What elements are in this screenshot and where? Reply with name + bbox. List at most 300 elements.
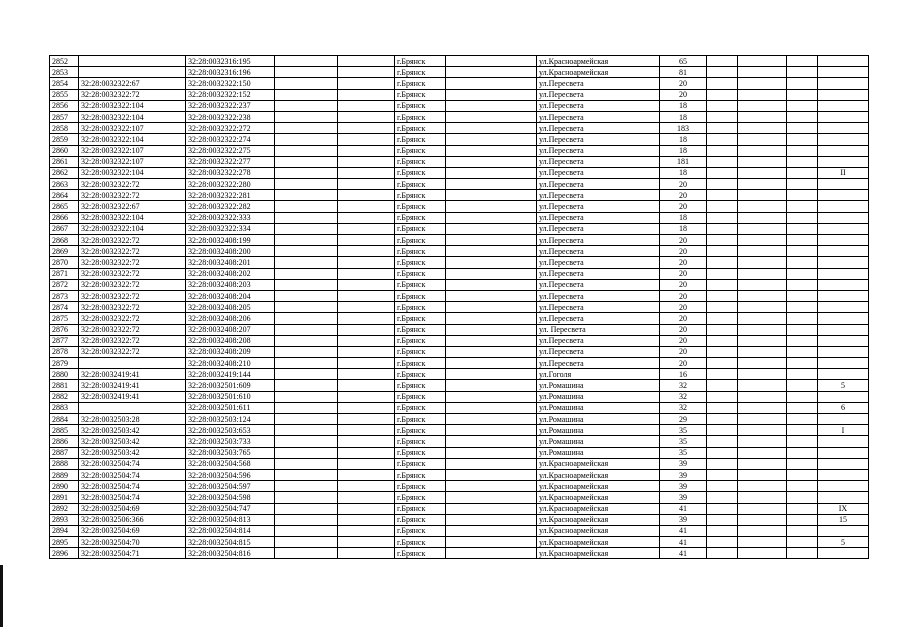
empty-cell	[338, 391, 395, 402]
empty-cell	[275, 145, 338, 156]
empty-cell	[787, 167, 818, 178]
table-row	[50, 481, 869, 492]
parent-cadastral-cell: 32:28:0032504:74	[79, 458, 186, 469]
table-row	[50, 548, 869, 559]
cadastral-number-cell: 32:28:0032322:272	[186, 123, 275, 134]
empty-cell	[275, 212, 338, 223]
row-number-cell: 2891	[50, 492, 79, 503]
empty-cell	[446, 425, 537, 436]
house-number-cell: 20	[660, 335, 707, 346]
empty-cell	[446, 380, 537, 391]
apartment-cell	[818, 156, 869, 167]
table-row	[50, 100, 869, 111]
empty-cell	[275, 123, 338, 134]
street-cell: ул.Пересвета	[537, 78, 660, 89]
empty-cell	[787, 89, 818, 100]
row-number-cell: 2887	[50, 447, 79, 458]
cadastral-number-cell: 32:28:0032501:611	[186, 402, 275, 413]
empty-cell	[446, 346, 537, 357]
street-cell: ул.Пересвета	[537, 279, 660, 290]
city-cell: г.Брянск	[395, 525, 446, 536]
empty-cell	[446, 514, 537, 525]
empty-cell	[738, 257, 787, 268]
cadastral-number-cell: 32:28:0032408:200	[186, 246, 275, 257]
empty-cell	[338, 223, 395, 234]
empty-cell	[338, 358, 395, 369]
table-row	[50, 145, 869, 156]
house-number-cell: 18	[660, 134, 707, 145]
empty-cell	[446, 436, 537, 447]
apartment-cell	[818, 525, 869, 536]
empty-cell	[338, 346, 395, 357]
street-cell: ул.Пересвета	[537, 111, 660, 122]
empty-cell	[738, 335, 787, 346]
row-number-cell: 2889	[50, 469, 79, 480]
empty-cell	[707, 156, 738, 167]
cadastral-number-cell: 32:28:0032504:814	[186, 525, 275, 536]
empty-cell	[275, 369, 338, 380]
table-row	[50, 537, 869, 548]
apartment-cell	[818, 257, 869, 268]
cadastral-number-cell: 32:28:0032504:568	[186, 458, 275, 469]
house-number-cell: 20	[660, 358, 707, 369]
parent-cadastral-cell: 32:28:0032322:72	[79, 89, 186, 100]
parent-cadastral-cell: 32:28:0032503:42	[79, 436, 186, 447]
parent-cadastral-cell: 32:28:0032322:67	[79, 201, 186, 212]
cadastral-number-cell: 32:28:0032322:274	[186, 134, 275, 145]
table-row	[50, 313, 869, 324]
row-number-cell: 2858	[50, 123, 79, 134]
empty-cell	[787, 279, 818, 290]
house-number-cell: 35	[660, 447, 707, 458]
city-cell: г.Брянск	[395, 89, 446, 100]
empty-cell	[787, 481, 818, 492]
row-number-cell: 2880	[50, 369, 79, 380]
empty-cell	[738, 447, 787, 458]
cadastral-number-cell: 32:28:0032322:237	[186, 100, 275, 111]
house-number-cell: 20	[660, 257, 707, 268]
empty-cell	[738, 156, 787, 167]
empty-cell	[787, 145, 818, 156]
row-number-cell: 2865	[50, 201, 79, 212]
empty-cell	[707, 436, 738, 447]
empty-cell	[787, 134, 818, 145]
empty-cell	[338, 525, 395, 536]
cadastral-number-cell: 32:28:0032316:195	[186, 56, 275, 67]
house-number-cell: 20	[660, 324, 707, 335]
table-row	[50, 358, 869, 369]
empty-cell	[338, 111, 395, 122]
parent-cadastral-cell: 32:28:0032322:72	[79, 190, 186, 201]
table-row	[50, 369, 869, 380]
empty-cell	[738, 190, 787, 201]
empty-cell	[787, 425, 818, 436]
empty-cell	[446, 548, 537, 559]
apartment-cell	[818, 447, 869, 458]
empty-cell	[787, 179, 818, 190]
cadastral-number-cell: 32:28:0032503:765	[186, 447, 275, 458]
empty-cell	[707, 111, 738, 122]
empty-cell	[446, 458, 537, 469]
empty-cell	[446, 414, 537, 425]
empty-cell	[738, 67, 787, 78]
empty-cell	[707, 548, 738, 559]
empty-cell	[275, 469, 338, 480]
apartment-cell: 5	[818, 537, 869, 548]
empty-cell	[707, 391, 738, 402]
empty-cell	[707, 145, 738, 156]
parent-cadastral-cell: 32:28:0032322:104	[79, 212, 186, 223]
empty-cell	[787, 246, 818, 257]
empty-cell	[275, 313, 338, 324]
empty-cell	[338, 537, 395, 548]
empty-cell	[738, 402, 787, 413]
apartment-cell	[818, 290, 869, 301]
empty-cell	[446, 246, 537, 257]
cadastral-number-cell: 32:28:0032322:152	[186, 89, 275, 100]
parent-cadastral-cell: 32:28:0032503:28	[79, 414, 186, 425]
row-number-cell: 2884	[50, 414, 79, 425]
parent-cadastral-cell: 32:28:0032419:41	[79, 380, 186, 391]
city-cell: г.Брянск	[395, 223, 446, 234]
empty-cell	[446, 279, 537, 290]
street-cell: ул. Пересвета	[537, 324, 660, 335]
parent-cadastral-cell: 32:28:0032504:74	[79, 481, 186, 492]
empty-cell	[787, 346, 818, 357]
row-number-cell: 2875	[50, 313, 79, 324]
apartment-cell: 5	[818, 380, 869, 391]
cadastral-number-cell: 32:28:0032322:278	[186, 167, 275, 178]
empty-cell	[446, 503, 537, 514]
cadastral-number-cell: 32:28:0032408:208	[186, 335, 275, 346]
empty-cell	[738, 324, 787, 335]
empty-cell	[275, 402, 338, 413]
row-number-cell: 2869	[50, 246, 79, 257]
row-number-cell: 2860	[50, 145, 79, 156]
empty-cell	[787, 548, 818, 559]
parent-cadastral-cell: 32:28:0032322:72	[79, 302, 186, 313]
row-number-cell: 2885	[50, 425, 79, 436]
parent-cadastral-cell: 32:28:0032504:70	[79, 537, 186, 548]
empty-cell	[275, 190, 338, 201]
city-cell: г.Брянск	[395, 335, 446, 346]
empty-cell	[707, 514, 738, 525]
parent-cadastral-cell: 32:28:0032322:107	[79, 123, 186, 134]
city-cell: г.Брянск	[395, 391, 446, 402]
cadastral-number-cell: 32:28:0032501:610	[186, 391, 275, 402]
empty-cell	[446, 492, 537, 503]
house-number-cell: 20	[660, 302, 707, 313]
parent-cadastral-cell: 32:28:0032322:104	[79, 111, 186, 122]
apartment-cell	[818, 78, 869, 89]
street-cell: ул.Пересвета	[537, 145, 660, 156]
apartment-cell	[818, 56, 869, 67]
house-number-cell: 18	[660, 212, 707, 223]
empty-cell	[707, 380, 738, 391]
street-cell: ул.Пересвета	[537, 179, 660, 190]
empty-cell	[275, 89, 338, 100]
city-cell: г.Брянск	[395, 246, 446, 257]
empty-cell	[738, 503, 787, 514]
row-number-cell: 2894	[50, 525, 79, 536]
parent-cadastral-cell	[79, 358, 186, 369]
empty-cell	[738, 525, 787, 536]
empty-cell	[787, 67, 818, 78]
table-row	[50, 235, 869, 246]
page-edge-mark	[0, 565, 3, 627]
street-cell: ул.Ромашина	[537, 414, 660, 425]
empty-cell	[787, 436, 818, 447]
street-cell: ул.Ромашина	[537, 425, 660, 436]
row-number-cell: 2881	[50, 380, 79, 391]
street-cell: ул.Пересвета	[537, 302, 660, 313]
table-row	[50, 380, 869, 391]
house-number-cell: 35	[660, 425, 707, 436]
empty-cell	[446, 537, 537, 548]
row-number-cell: 2861	[50, 156, 79, 167]
empty-cell	[446, 313, 537, 324]
house-number-cell: 20	[660, 346, 707, 357]
empty-cell	[338, 201, 395, 212]
empty-cell	[738, 56, 787, 67]
empty-cell	[787, 458, 818, 469]
empty-cell	[787, 223, 818, 234]
row-number-cell: 2886	[50, 436, 79, 447]
empty-cell	[338, 313, 395, 324]
empty-cell	[338, 167, 395, 178]
empty-cell	[338, 402, 395, 413]
empty-cell	[738, 458, 787, 469]
empty-cell	[446, 179, 537, 190]
empty-cell	[275, 279, 338, 290]
table-row	[50, 190, 869, 201]
cadastral-number-cell: 32:28:0032503:124	[186, 414, 275, 425]
table-row	[50, 335, 869, 346]
empty-cell	[787, 268, 818, 279]
apartment-cell: 6	[818, 402, 869, 413]
empty-cell	[707, 268, 738, 279]
cadastral-number-cell: 32:28:0032322:282	[186, 201, 275, 212]
empty-cell	[338, 78, 395, 89]
empty-cell	[446, 369, 537, 380]
city-cell: г.Брянск	[395, 402, 446, 413]
cadastral-number-cell: 32:28:0032504:598	[186, 492, 275, 503]
city-cell: г.Брянск	[395, 279, 446, 290]
empty-cell	[446, 145, 537, 156]
empty-cell	[738, 425, 787, 436]
table-row	[50, 134, 869, 145]
empty-cell	[338, 212, 395, 223]
empty-cell	[707, 414, 738, 425]
empty-cell	[738, 246, 787, 257]
empty-cell	[738, 492, 787, 503]
empty-cell	[275, 257, 338, 268]
apartment-cell: II	[818, 167, 869, 178]
city-cell: г.Брянск	[395, 212, 446, 223]
house-number-cell: 32	[660, 391, 707, 402]
cadastral-number-cell: 32:28:0032504:816	[186, 548, 275, 559]
empty-cell	[707, 235, 738, 246]
cadastral-number-cell: 32:28:0032503:653	[186, 425, 275, 436]
empty-cell	[446, 156, 537, 167]
parent-cadastral-cell: 32:28:0032322:107	[79, 145, 186, 156]
house-number-cell: 35	[660, 436, 707, 447]
empty-cell	[738, 89, 787, 100]
empty-cell	[738, 179, 787, 190]
empty-cell	[738, 78, 787, 89]
house-number-cell: 181	[660, 156, 707, 167]
table-row	[50, 402, 869, 413]
apartment-cell	[818, 67, 869, 78]
empty-cell	[707, 358, 738, 369]
empty-cell	[275, 335, 338, 346]
row-number-cell: 2877	[50, 335, 79, 346]
street-cell: ул.Красноармейская	[537, 514, 660, 525]
cadastral-number-cell: 32:28:0032501:609	[186, 380, 275, 391]
cadastral-number-cell: 32:28:0032419:144	[186, 369, 275, 380]
empty-cell	[338, 514, 395, 525]
city-cell: г.Брянск	[395, 257, 446, 268]
city-cell: г.Брянск	[395, 134, 446, 145]
empty-cell	[738, 548, 787, 559]
empty-cell	[787, 324, 818, 335]
city-cell: г.Брянск	[395, 380, 446, 391]
table-row	[50, 447, 869, 458]
parent-cadastral-cell: 32:28:0032322:72	[79, 235, 186, 246]
street-cell: ул.Пересвета	[537, 190, 660, 201]
city-cell: г.Брянск	[395, 302, 446, 313]
cadastral-number-cell: 32:28:0032504:815	[186, 537, 275, 548]
empty-cell	[707, 469, 738, 480]
empty-cell	[787, 313, 818, 324]
city-cell: г.Брянск	[395, 123, 446, 134]
empty-cell	[787, 358, 818, 369]
table-row	[50, 391, 869, 402]
empty-cell	[787, 290, 818, 301]
street-cell: ул.Красноармейская	[537, 503, 660, 514]
table-row	[50, 268, 869, 279]
cadastral-registry-table	[49, 55, 869, 559]
empty-cell	[338, 56, 395, 67]
cadastral-number-cell: 32:28:0032408:206	[186, 313, 275, 324]
parent-cadastral-cell: 32:28:0032504:69	[79, 525, 186, 536]
empty-cell	[275, 548, 338, 559]
house-number-cell: 39	[660, 514, 707, 525]
empty-cell	[738, 134, 787, 145]
street-cell: ул.Пересвета	[537, 167, 660, 178]
empty-cell	[787, 235, 818, 246]
empty-cell	[787, 190, 818, 201]
empty-cell	[707, 402, 738, 413]
city-cell: г.Брянск	[395, 324, 446, 335]
empty-cell	[738, 279, 787, 290]
empty-cell	[446, 235, 537, 246]
empty-cell	[338, 123, 395, 134]
empty-cell	[446, 290, 537, 301]
empty-cell	[275, 458, 338, 469]
table-row	[50, 514, 869, 525]
empty-cell	[275, 391, 338, 402]
table-row	[50, 56, 869, 67]
empty-cell	[275, 268, 338, 279]
row-number-cell: 2863	[50, 179, 79, 190]
empty-cell	[338, 335, 395, 346]
row-number-cell: 2892	[50, 503, 79, 514]
city-cell: г.Брянск	[395, 190, 446, 201]
apartment-cell	[818, 436, 869, 447]
empty-cell	[338, 89, 395, 100]
street-cell: ул.Красноармейская	[537, 548, 660, 559]
empty-cell	[338, 302, 395, 313]
parent-cadastral-cell: 32:28:0032322:107	[79, 156, 186, 167]
apartment-cell	[818, 134, 869, 145]
empty-cell	[275, 156, 338, 167]
street-cell: ул.Пересвета	[537, 257, 660, 268]
parent-cadastral-cell: 32:28:0032322:104	[79, 134, 186, 145]
parent-cadastral-cell: 32:28:0032504:71	[79, 548, 186, 559]
empty-cell	[738, 436, 787, 447]
empty-cell	[275, 324, 338, 335]
empty-cell	[275, 302, 338, 313]
empty-cell	[707, 503, 738, 514]
empty-cell	[446, 257, 537, 268]
empty-cell	[338, 492, 395, 503]
empty-cell	[707, 279, 738, 290]
cadastral-number-cell: 32:28:0032322:333	[186, 212, 275, 223]
empty-cell	[707, 346, 738, 357]
city-cell: г.Брянск	[395, 514, 446, 525]
row-number-cell: 2855	[50, 89, 79, 100]
city-cell: г.Брянск	[395, 201, 446, 212]
parent-cadastral-cell: 32:28:0032419:41	[79, 391, 186, 402]
empty-cell	[446, 223, 537, 234]
street-cell: ул.Пересвета	[537, 201, 660, 212]
empty-cell	[446, 123, 537, 134]
street-cell: ул.Красноармейская	[537, 469, 660, 480]
parent-cadastral-cell: 32:28:0032322:72	[79, 290, 186, 301]
empty-cell	[446, 525, 537, 536]
street-cell: ул.Ромашина	[537, 402, 660, 413]
parent-cadastral-cell: 32:28:0032322:72	[79, 313, 186, 324]
city-cell: г.Брянск	[395, 346, 446, 357]
city-cell: г.Брянск	[395, 100, 446, 111]
house-number-cell: 18	[660, 100, 707, 111]
row-number-cell: 2874	[50, 302, 79, 313]
cadastral-number-cell: 32:28:0032408:202	[186, 268, 275, 279]
street-cell: ул.Красноармейская	[537, 56, 660, 67]
parent-cadastral-cell: 32:28:0032322:72	[79, 268, 186, 279]
apartment-cell	[818, 369, 869, 380]
table-row	[50, 302, 869, 313]
empty-cell	[338, 190, 395, 201]
cadastral-number-cell: 32:28:0032408:204	[186, 290, 275, 301]
empty-cell	[446, 89, 537, 100]
empty-cell	[338, 279, 395, 290]
city-cell: г.Брянск	[395, 436, 446, 447]
empty-cell	[446, 469, 537, 480]
empty-cell	[338, 67, 395, 78]
empty-cell	[275, 179, 338, 190]
empty-cell	[738, 268, 787, 279]
street-cell: ул.Пересвета	[537, 358, 660, 369]
parent-cadastral-cell: 32:28:0032322:72	[79, 335, 186, 346]
apartment-cell	[818, 492, 869, 503]
empty-cell	[707, 458, 738, 469]
street-cell: ул.Ромашина	[537, 391, 660, 402]
empty-cell	[275, 447, 338, 458]
row-number-cell: 2888	[50, 458, 79, 469]
empty-cell	[738, 123, 787, 134]
